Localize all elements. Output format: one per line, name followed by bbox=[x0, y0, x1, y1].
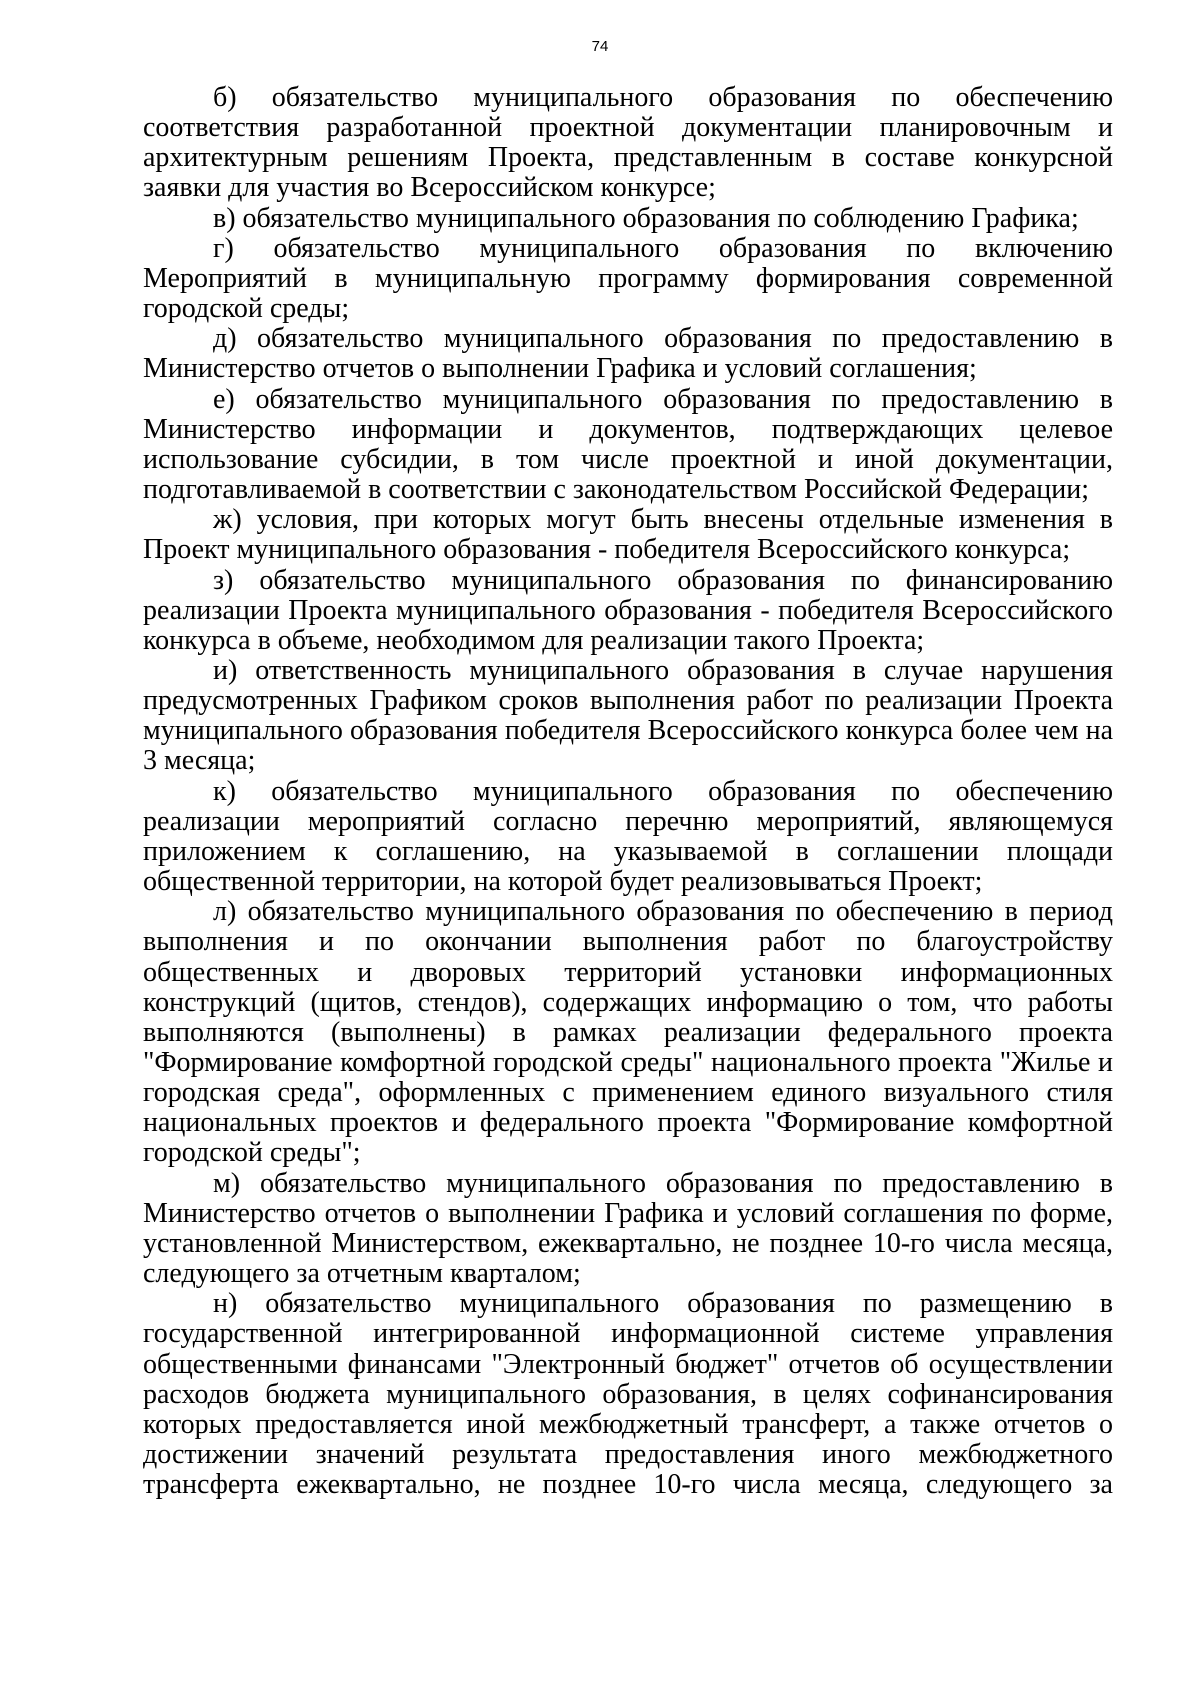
paragraph-d: д) обязательство муниципального образования по предоставлению в Министерство отчетов о выполнении Графика и условий соглашения; bbox=[143, 323, 1113, 385]
document-body bbox=[143, 83, 1113, 1500]
paragraph-m: м) обязательство муниципального образования по предоставлению в Министерство отчетов о выполнении Графика и условий соглашения по форме, установленной Министерством, ежеквартально, не позднее 10-го числа месяца, следующего за отчетным кварталом; bbox=[143, 1167, 1113, 1290]
paragraph-g: г) обязательство муниципального образования по включению Мероприятий в муниципальную программу формирования современной городской среды; bbox=[143, 232, 1113, 325]
paragraph-e: е) обязательство муниципального образования по предоставлению в Министерство информации и документов, подтверждающих целевое использование субсидии, в том числе проектной и иной документации, подготавливаемой в соответствии с законодательством Российской Федерации; bbox=[143, 383, 1113, 506]
paragraph-z: з) обязательство муниципального образования по финансированию реализации Проекта муниципального образования - победителя Всероссийского конкурса в объеме, необходимом для реализации такого Проекта; bbox=[143, 564, 1113, 656]
paragraph-zh: ж) условия, при которых могут быть внесены отдельные изменения в Проект муниципального образования - победителя Всероссийского конкурса; bbox=[143, 504, 1113, 566]
paragraph-k: к) обязательство муниципального образования по обеспечению реализации мероприятий согласно перечню мероприятий, являющемуся приложением к соглашению, на указываемой в соглашении площади общественной территории, на которой будет реализовываться Проект; bbox=[143, 775, 1113, 898]
page-number: 74 bbox=[591, 38, 609, 55]
paragraph-n: н) обязательство муниципального образования по размещению в государственной интегрированной информационной системе управления общественными финансами "Электронный бюджет" отчетов об осуществлении расходов бюджета муниципального образования, в целях софинансирования которых предоставляется иной межбюджетный трансферт, а также отчетов о достижении значений результата предоставления иного межбюджетного трансферта ежеквартально, не позднее 10-го числа месяца, следующего за bbox=[143, 1288, 1113, 1501]
paragraph-v: в) обязательство муниципального образования по соблюдению Графика; bbox=[213, 202, 1079, 234]
paragraph-l: л) обязательство муниципального образования по обеспечению в период выполнения и по окончании выполнения работ по благоустройству общественных и дворовых территорий установки информационных конструкций (щитов, стендов), содержащих информацию о том, что работы выполняются (выполнены) в рамках реализации федерального проекта "Формирование комфортной городской среды" национального проекта "Жилье и городская среда", оформленных с применением единого визуального стиля национальных проектов и федерального проекта "Формирование комфортной городской среды"; bbox=[143, 896, 1113, 1169]
paragraph-b: б) обязательство муниципального образования по обеспечению соответствия разработанной проектной документации планировочным и архитектурным решениям Проекта, представленным в составе конкурсной заявки для участия во Всероссийском конкурсе; bbox=[143, 82, 1113, 204]
paragraph-i: и) ответственность муниципального образования в случае нарушения предусмотренных Графиком сроков выполнения работ по реализации Проекта муниципального образования победителя Всероссийского конкурса более чем на 3 месяца; bbox=[143, 654, 1113, 777]
